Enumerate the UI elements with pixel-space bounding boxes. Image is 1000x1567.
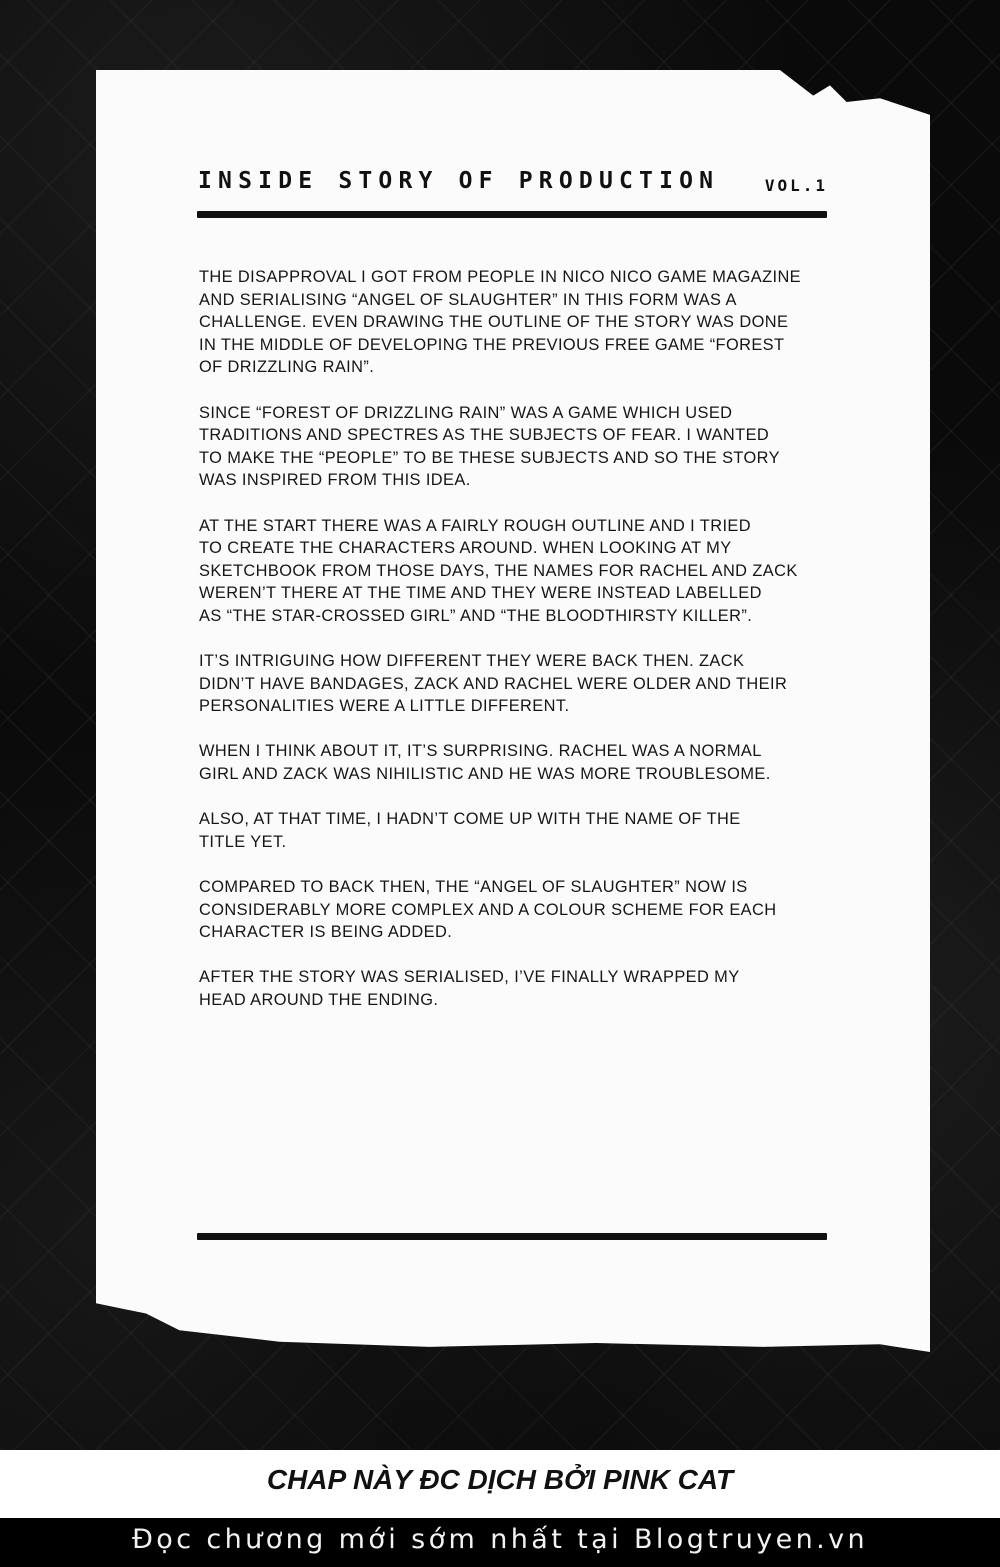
paragraph: AT THE START THERE WAS A FAIRLY ROUGH OUTLINE AND I TRIED TO CREATE THE CHARACTERS AROUND. WHEN LOOKING AT MY SKETCHBOOK FROM THOSE DAYS, THE NAMES FOR RACHEL AND ZACK WEREN’T THERE AT THE TIME AND THEY WERE INSTEAD LABELLED AS “THE STAR-CROSSED GIRL” AND “THE BLOODTHIRSTY KILLER”. — [199, 516, 798, 625]
top-divider — [197, 211, 827, 218]
paragraph: SINCE “FOREST OF DRIZZLING RAIN” WAS A GAME WHICH USED TRADITIONS AND SPECTRES AS THE SUBJECTS OF FEAR. I WANTED TO MAKE THE “PEOPLE” TO BE THESE SUBJECTS AND SO THE STORY WAS INSPIRED FROM THIS IDEA. — [199, 403, 780, 490]
bottom-divider — [197, 1233, 827, 1240]
paragraph: ALSO, AT THAT TIME, I HADN’T COME UP WITH THE NAME OF THE TITLE YET. — [199, 810, 741, 851]
page-header — [198, 168, 828, 202]
paragraph: AFTER THE STORY WAS SERIALISED, I’VE FINALLY WRAPPED MY HEAD AROUND THE ENDING. — [199, 968, 740, 1009]
paragraph: COMPARED TO BACK THEN, THE “ANGEL OF SLAUGHTER” NOW IS CONSIDERABLY MORE COMPLEX AND A COLOUR SCHEME FOR EACH CHARACTER IS BEING ADDED. — [199, 878, 777, 942]
paragraph: IT’S INTRIGUING HOW DIFFERENT THEY WERE BACK THEN. ZACK DIDN’T HAVE BANDAGES, ZACK AND RACHEL WERE OLDER AND THEIR PERSONALITIES WERE A LITTLE DIFFERENT. — [199, 652, 788, 716]
volume-label: VOL.1 — [764, 176, 828, 195]
paragraph: THE DISAPPROVAL I GOT FROM PEOPLE IN NICO NICO GAME MAGAZINE AND SERIALISING “ANGEL OF SLAUGHTER” IN THIS FORM WAS A CHALLENGE. EVEN DRAWING THE OUTLINE OF THE STORY WAS DONE IN THE MIDDLE OF DEVELOPING THE PREVIOUS FREE GAME “FOREST OF DRIZZLING RAIN”. — [199, 268, 802, 377]
footer-site-link[interactable]: Đọc chương mới sớm nhất tại Blogtruyen.vn — [131, 1524, 869, 1555]
translator-credit: CHAP NÀY ĐC DỊCH BỞI PINK CAT — [266, 1464, 734, 1495]
article-body — [199, 266, 829, 1034]
page-title: INSIDE STORY OF PRODUCTION — [198, 168, 720, 194]
paragraph: WHEN I THINK ABOUT IT, IT’S SURPRISING. RACHEL WAS A NORMAL GIRL AND ZACK WAS NIHILISTIC AND HE WAS MORE TROUBLESOME. — [199, 742, 771, 784]
